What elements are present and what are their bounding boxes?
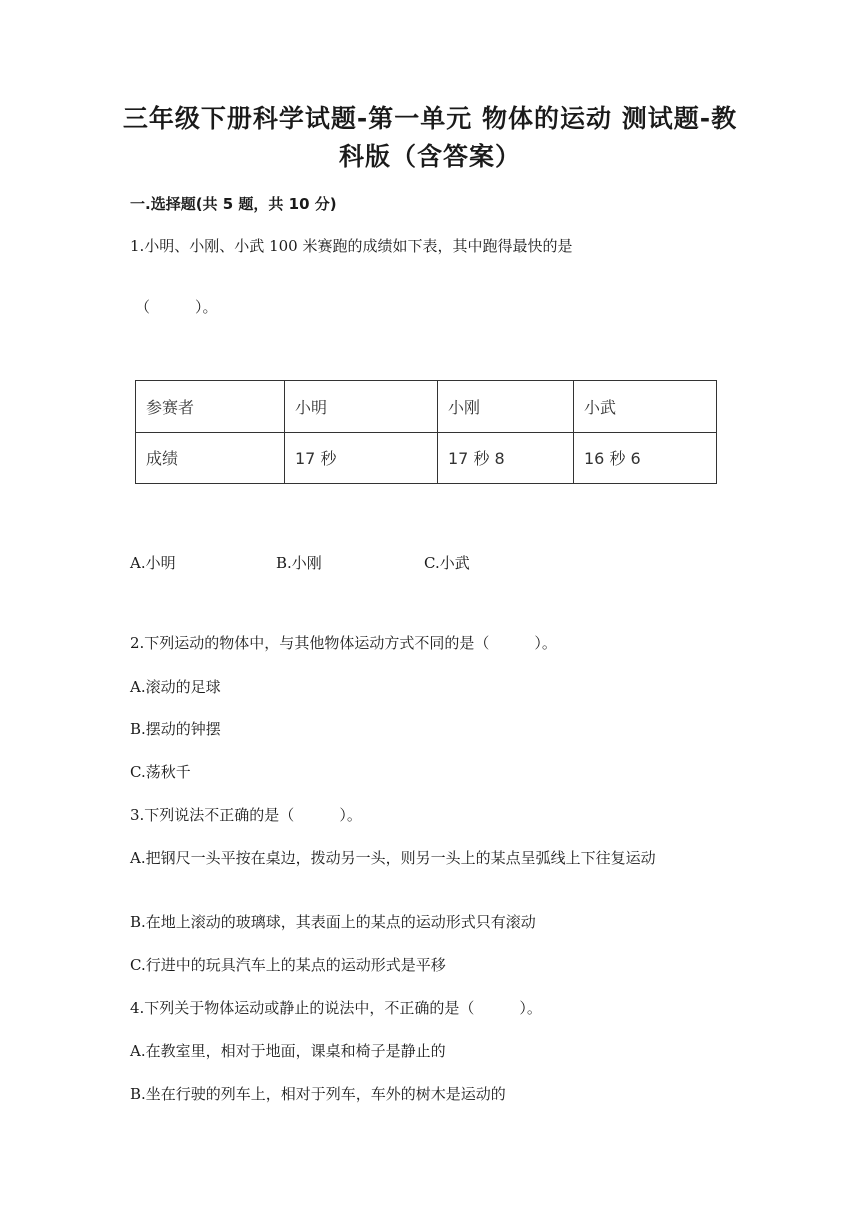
question-3-option-a: A.把钢尺一头平按在桌边，拨动另一头，则另一头上的某点呈弧线上下往复运动: [130, 849, 656, 867]
section-heading: 一.选择题(共 5 题，共 10 分): [130, 195, 337, 213]
table-cell: 小武: [574, 381, 717, 433]
table-cell: 16 秒 6: [574, 432, 717, 484]
table-cell: 小明: [285, 381, 438, 433]
question-1-blank: （ ）。: [135, 298, 218, 316]
question-2-option-b: B.摆动的钟摆: [130, 720, 221, 738]
table-row: [136, 432, 717, 484]
table-cell: 17 秒: [285, 432, 438, 484]
results-table: [135, 380, 717, 484]
question-1-option-c: C.小武: [424, 554, 470, 572]
table-row: [136, 381, 717, 433]
table-cell: 成绩: [136, 432, 285, 484]
question-3-option-b: B.在地上滚动的玻璃球，其表面上的某点的运动形式只有滚动: [130, 913, 536, 931]
question-4-option-a: A.在教室里，相对于地面，课桌和椅子是静止的: [130, 1042, 446, 1060]
table-cell: 17 秒 8: [438, 432, 574, 484]
question-1-option-a: A.小明: [130, 554, 176, 572]
question-2-stem: 2.下列运动的物体中，与其他物体运动方式不同的是（ ）。: [130, 634, 557, 652]
table-cell: 参赛者: [136, 381, 285, 433]
table-cell: 小刚: [438, 381, 574, 433]
question-2-option-a: A.滚动的足球: [130, 678, 221, 696]
question-1-stem: 1.小明、小刚、小武 100 米赛跑的成绩如下表，其中跑得最快的是: [130, 237, 573, 255]
question-3-option-c: C.行进中的玩具汽车上的某点的运动形式是平移: [130, 956, 446, 974]
question-1-option-b: B.小刚: [276, 554, 322, 572]
question-3-stem: 3.下列说法不正确的是（ ）。: [130, 806, 362, 824]
page-title: 三年级下册科学试题-第一单元 物体的运动 测试题-教科版（含答案）: [122, 104, 738, 171]
question-2-option-c: C.荡秋千: [130, 763, 191, 781]
question-4-stem: 4.下列关于物体运动或静止的说法中，不正确的是（ ）。: [130, 999, 542, 1017]
question-4-option-b: B.坐在行驶的列车上，相对于列车，车外的树木是运动的: [130, 1085, 506, 1103]
